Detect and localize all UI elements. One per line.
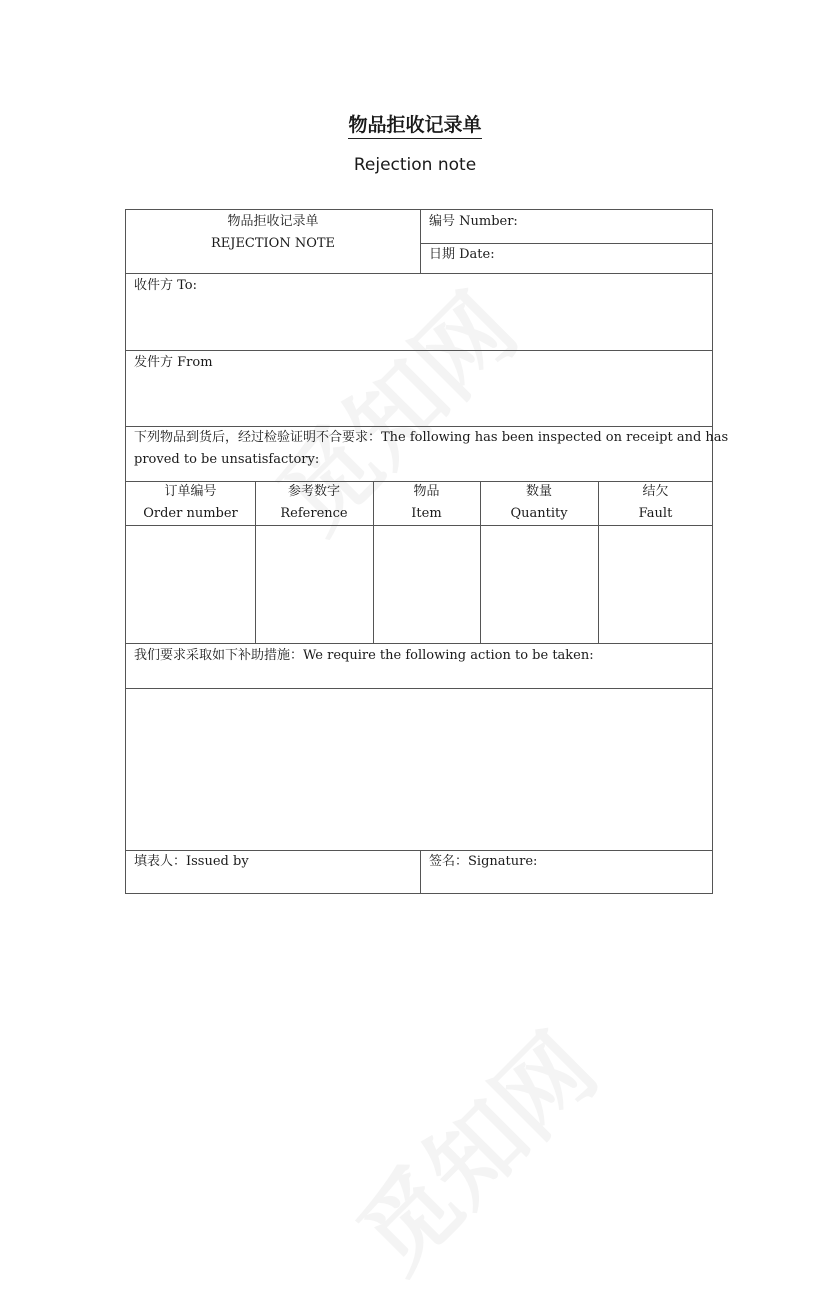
form-heading-en: REJECTION NOTE [210,236,336,251]
inspection-statement-line1: 下列物品到货后，经过检验证明不合要求：The following has been inspected on receipt and has [134,430,729,445]
column-header-en: Reference [280,506,348,521]
table-cell-quantity[interactable] [481,526,598,643]
from-field[interactable]: 发件方 From [134,355,213,370]
page-subtitle: Rejection note [353,155,477,175]
table-cell-fault[interactable] [599,526,713,643]
rejection-form [125,209,729,894]
watermark-lower [324,999,622,1297]
to-field[interactable]: 收件方 To: [134,278,198,293]
column-header-reference [255,481,373,525]
column-header-order-number [126,481,255,525]
column-header-cn: 参考数字 [287,484,340,499]
form-heading-cn: 物品拒收记录单 [227,214,319,229]
column-header-en: Quantity [510,506,568,521]
number-field[interactable]: 编号 Number: [429,214,518,229]
table-cell-order-number[interactable] [126,526,255,643]
divider [126,643,712,644]
inspection-statement-line2: proved to be unsatisfactory: [134,452,320,467]
column-header-en: Fault [638,506,673,521]
issued-by-field[interactable]: 填表人：Issued by [134,854,249,869]
page-title-text: 物品拒收记录单 [348,114,481,139]
divider [126,350,712,351]
page-title [0,110,830,137]
column-header-cn: 数量 [525,484,552,499]
action-label: 我们要求采取如下补助措施：We require the following action to be taken: [134,648,594,663]
column-header-en: Item [411,506,442,521]
table-cell-reference[interactable] [256,526,373,643]
column-header-fault [598,481,713,525]
column-header-quantity [480,481,598,525]
table-cell-item[interactable] [374,526,480,643]
column-header-cn: 订单编号 [164,484,217,499]
divider [126,273,712,274]
divider [420,850,421,894]
column-header-en: Order number [143,506,238,521]
signature-field[interactable]: 签名：Signature: [429,854,538,869]
divider [420,210,421,273]
column-header-item [373,481,480,525]
date-field[interactable]: 日期 Date: [429,247,495,262]
action-area[interactable] [126,689,712,850]
column-header-cn: 结欠 [642,484,669,499]
column-header-cn: 物品 [413,484,440,499]
